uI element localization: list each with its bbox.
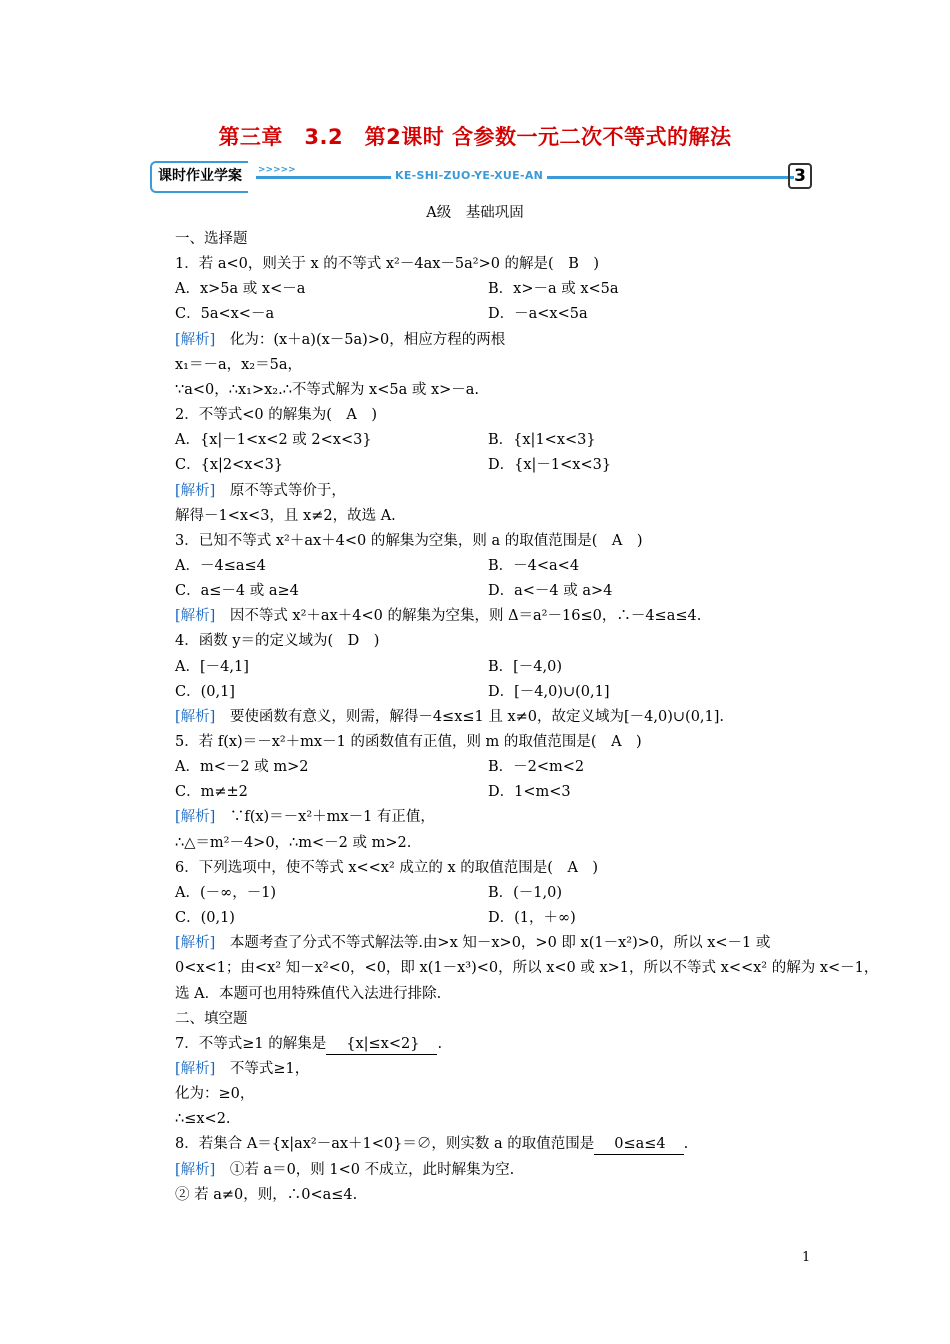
banner-label: 课时作业学案 — [150, 161, 248, 193]
analysis-line — [175, 807, 435, 827]
analysis-line — [175, 933, 770, 953]
answer-blank: 0≤a≤4 — [594, 1134, 683, 1155]
line-text: A．m<－2 或 m>2 — [175, 759, 309, 775]
line-text: C．(0,1) — [175, 910, 235, 926]
line-text: 8．若集合 A＝{x|ax²－ax＋1<0}＝∅，则实数 a 的取值范围是 — [175, 1136, 595, 1152]
option-row — [175, 682, 235, 702]
line-text: ② 若 a≠0，则，∴0<a≤4. — [175, 1187, 358, 1203]
line-text: 一、选择题 — [175, 231, 248, 247]
line-text: 解得－1<x<3，且 x≠2，故选 A. — [175, 508, 396, 524]
line-text: ∴△＝m²－4>0，∴m<－2 或 m>2. — [175, 835, 412, 851]
option-row — [175, 782, 248, 802]
option-row — [175, 883, 276, 903]
analysis-tag: [解析] — [175, 608, 216, 624]
option-right: B．(－1,0) — [488, 885, 563, 901]
analysis-tag: [解析] — [175, 483, 216, 499]
text-line — [175, 229, 248, 249]
analysis-tag: [解析] — [175, 935, 216, 951]
line-text: A．－4≤a≤4 — [175, 558, 266, 574]
text-line — [175, 958, 879, 978]
level-heading: A级 基础巩固 — [426, 205, 524, 221]
line-text: C．a≤－4 或 a≥4 — [175, 583, 299, 599]
line-text: 2．不等式<0 的解集为( A ) — [175, 407, 377, 423]
analysis-line — [175, 330, 505, 350]
line-text: 7．不等式≥1 的解集是 — [175, 1036, 327, 1052]
analysis-line — [175, 1059, 309, 1079]
text-line — [175, 1084, 254, 1104]
line-text: ∵f(x)＝－x²＋mx－1 有正值， — [215, 809, 435, 825]
line-text: 化为：(x＋a)(x－5a)>0，相应方程的两根 — [215, 332, 506, 348]
option-row — [175, 430, 372, 450]
option-row — [175, 908, 235, 928]
option-row — [175, 581, 299, 601]
text-line — [175, 1109, 231, 1129]
option-row — [175, 304, 274, 324]
analysis-tag: [解析] — [175, 1162, 216, 1178]
option-right: D．[－4,0)∪(0,1] — [488, 684, 610, 700]
analysis-line — [175, 1160, 514, 1180]
line-text: 因不等式 x²＋ax＋4<0 的解集为空集，则 Δ＝a²－16≤0，∴－4≤a≤4. — [215, 608, 702, 624]
text-line — [175, 531, 643, 551]
option-right: D．1<m<3 — [488, 784, 571, 800]
option-row — [175, 556, 266, 576]
analysis-tag: [解析] — [175, 709, 216, 725]
page-number: 1 — [802, 1250, 811, 1265]
line-text: 1．若 a<0，则关于 x 的不等式 x²－4ax－5a²>0 的解是( B ) — [175, 256, 600, 272]
line-text: A．(－∞，－1) — [175, 885, 277, 901]
section-banner — [146, 157, 814, 195]
line-text: A．{x|－1<x<2 或 2<x<3} — [175, 432, 372, 448]
text-line — [175, 984, 441, 1004]
option-right: D．{x|－1<x<3} — [488, 457, 612, 473]
option-row — [175, 279, 305, 299]
analysis-line — [175, 707, 724, 727]
text-line — [175, 506, 396, 526]
option-right: B．－2<m<2 — [488, 759, 585, 775]
text-line — [175, 631, 379, 651]
option-right: D．(1，＋∞) — [488, 910, 576, 926]
line-text: 本题考查了分式不等式解法等.由>x 知－x>0，>0 即 x(1－x²)>0，所以 x<－1 或 — [215, 935, 771, 951]
analysis-tag: [解析] — [175, 332, 216, 348]
text-line — [175, 1009, 248, 1029]
line-text: A．x>5a 或 x<－a — [175, 281, 306, 297]
text-line — [175, 858, 598, 878]
text-line — [175, 833, 411, 853]
line-text: C．{x|2<x<3} — [175, 457, 284, 473]
line-text: 5．若 f(x)＝－x²＋mx－1 的函数值有正值，则 m 的取值范围是( A ) — [175, 734, 642, 750]
text-line — [175, 1134, 688, 1155]
option-row — [175, 455, 283, 475]
line-text: ∴≤x<2. — [175, 1111, 231, 1127]
line-text: 化为：≥0， — [175, 1086, 255, 1102]
line-text: A．[－4,1] — [175, 659, 249, 675]
option-right: B．x>－a 或 x<5a — [488, 281, 619, 297]
line-end-punct: . — [683, 1136, 689, 1152]
page-title: 第三章 3.2 第2课时 含参数一元二次不等式的解法 — [218, 125, 732, 149]
line-text: 二、填空题 — [175, 1011, 248, 1027]
text-line — [175, 1185, 357, 1205]
option-row — [175, 757, 308, 777]
line-text: x₁＝－a，x₂＝5a， — [175, 357, 302, 373]
banner-number-badge: 3 — [788, 163, 812, 189]
option-right: B．[－4,0) — [488, 659, 563, 675]
text-line — [175, 254, 599, 274]
option-row — [175, 657, 249, 677]
text-line — [175, 1034, 442, 1055]
analysis-tag: [解析] — [175, 809, 216, 825]
banner-arrows-icon: >>>>> — [258, 165, 296, 175]
option-right: B．{x|1<x<3} — [488, 432, 596, 448]
line-text: C．5a<x<－a — [175, 306, 275, 322]
line-text: 3．已知不等式 x²＋ax＋4<0 的解集为空集，则 a 的取值范围是( A ) — [175, 533, 643, 549]
line-text: 原不等式等价于， — [215, 483, 346, 499]
line-text: 6．下列选项中，使不等式 x<<x² 成立的 x 的取值范围是( A ) — [175, 860, 599, 876]
line-text: 0<x<1；由<x² 知－x²<0，<0，即 x(1－x³)<0，所以 x<0 或 x>1，所以不等式 x<<x² 的解为 x<－1， — [175, 960, 879, 976]
answer-blank: {x|≤x<2} — [326, 1034, 437, 1055]
analysis-tag: [解析] — [175, 1061, 216, 1077]
line-text: C．m≠±2 — [175, 784, 248, 800]
text-line — [175, 380, 479, 400]
option-right: D．－a<x<5a — [488, 306, 588, 322]
text-line — [175, 405, 377, 425]
line-text: 4．函数 y＝的定义域为( D ) — [175, 633, 380, 649]
line-text: 选 A．本题可也用特殊值代入法进行排除. — [175, 986, 442, 1002]
line-text: 要使函数有意义，则需，解得－4≤x≤1 且 x≠0，故定义域为[－4,0)∪(0,1]. — [215, 709, 725, 725]
line-text: ①若 a＝0，则 1<0 不成立，此时解集为空. — [215, 1162, 515, 1178]
analysis-line — [175, 606, 701, 626]
option-right: B．－4<a<4 — [488, 558, 580, 574]
text-line — [175, 355, 302, 375]
line-end-punct: . — [437, 1036, 443, 1052]
banner-pinyin: KE-SHI-ZUO-YE-XUE-AN — [391, 169, 547, 182]
line-text: 不等式≥1， — [215, 1061, 310, 1077]
text-line — [175, 732, 642, 752]
analysis-line — [175, 481, 346, 501]
line-text: ∵a<0，∴x₁>x₂.∴不等式解为 x<5a 或 x>－a. — [175, 382, 480, 398]
line-text: C．(0,1] — [175, 684, 235, 700]
option-right: D．a<－4 或 a>4 — [488, 583, 613, 599]
